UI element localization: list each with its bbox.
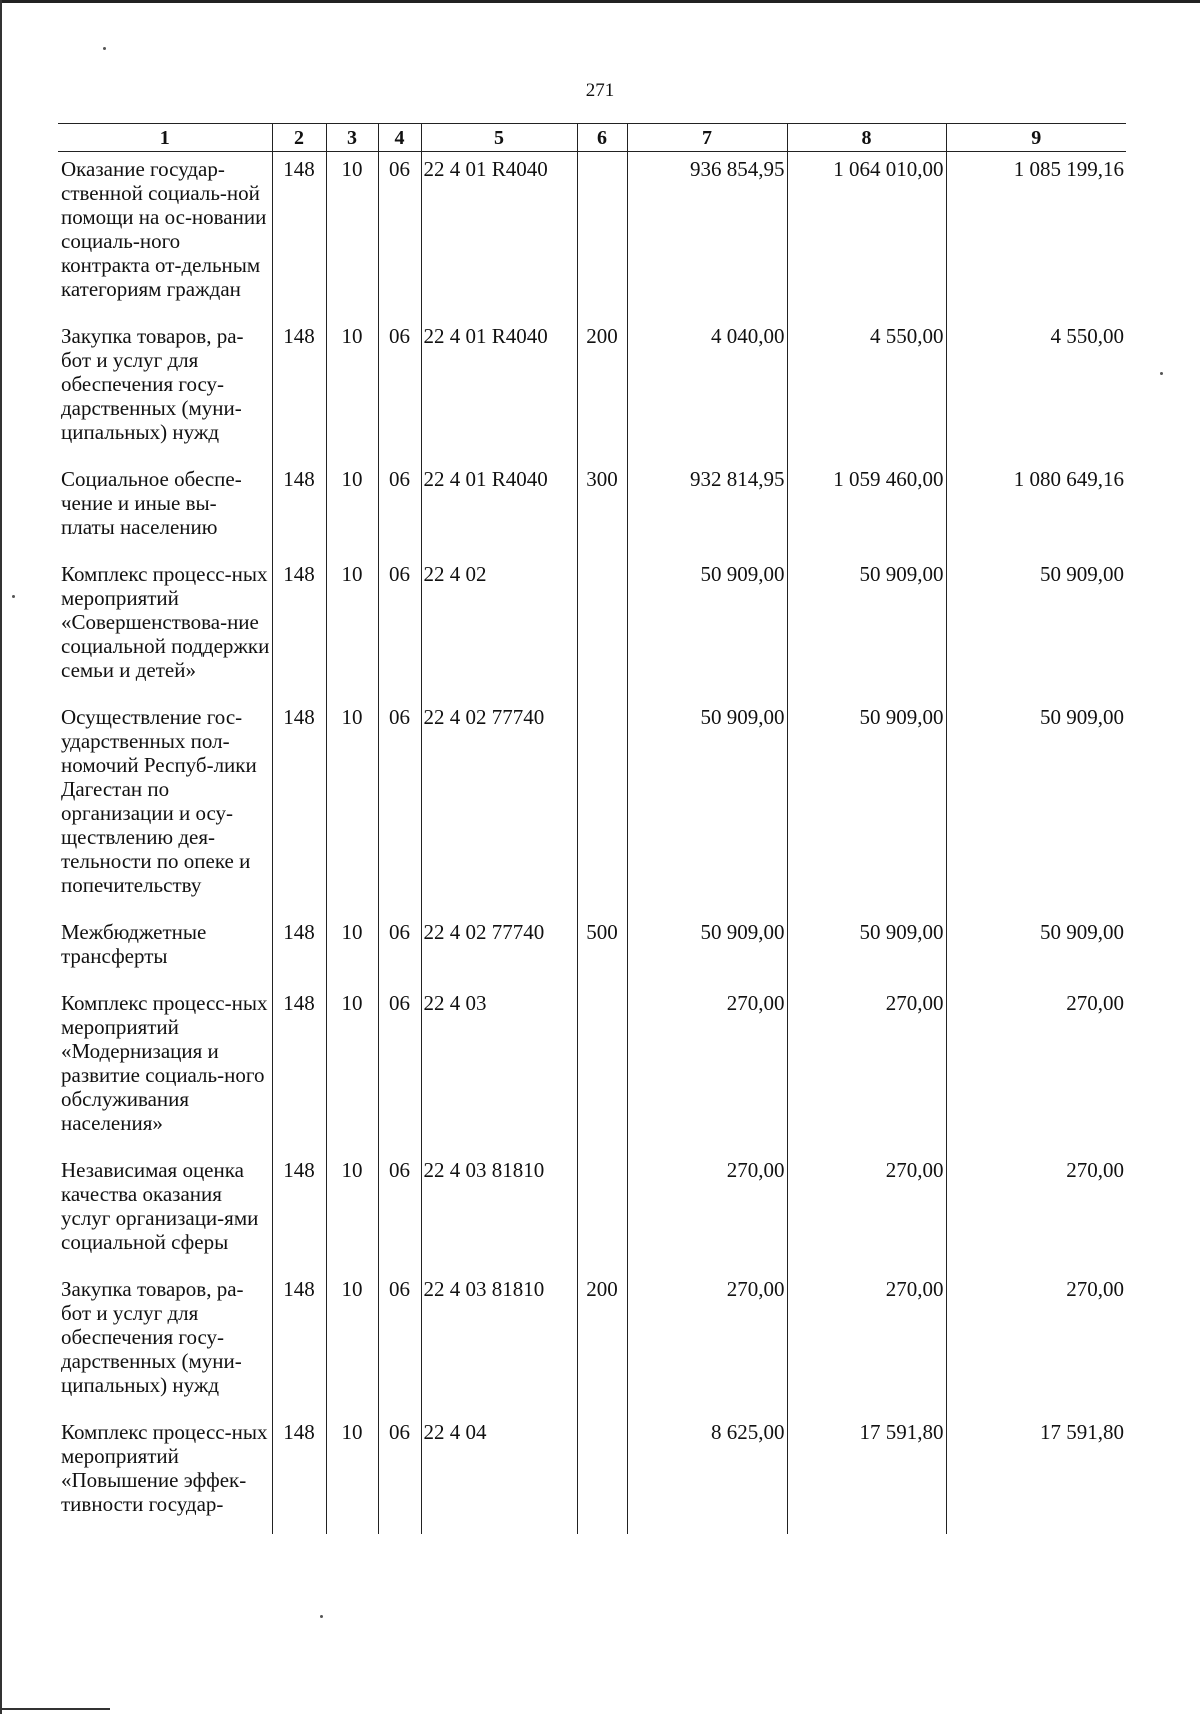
page-number: 271 — [585, 80, 615, 101]
section-cell: 10 — [326, 915, 378, 986]
amount-col9-cell: 4 550,00 — [946, 319, 1126, 462]
amount-col7-cell: 8 625,00 — [627, 1415, 787, 1534]
admin-code-cell: 148 — [272, 462, 326, 557]
section-cell: 10 — [326, 1272, 378, 1415]
admin-code-cell: 148 — [272, 1272, 326, 1415]
amount-col9-cell: 1 085 199,16 — [946, 152, 1126, 320]
amount-col9-cell: 50 909,00 — [946, 557, 1126, 700]
subsection-cell: 06 — [378, 462, 421, 557]
column-header: 7 — [627, 124, 787, 152]
row-name-cell: Межбюджетные трансферты — [61, 920, 207, 968]
amount-col8-cell: 50 909,00 — [787, 915, 946, 986]
admin-code-cell: 148 — [272, 152, 326, 320]
amount-col7-cell: 270,00 — [627, 1272, 787, 1415]
amount-col9-cell: 270,00 — [946, 1153, 1126, 1272]
amount-col9-cell: 50 909,00 — [946, 700, 1126, 915]
column-header: 2 — [272, 124, 326, 152]
amount-col9-cell: 1 080 649,16 — [946, 462, 1126, 557]
subsection-cell: 06 — [378, 1153, 421, 1272]
expense-type-cell: 200 — [577, 319, 627, 462]
target-article-cell: 22 4 04 — [421, 1415, 577, 1534]
expense-type-cell — [577, 557, 627, 700]
amount-col7-cell: 270,00 — [627, 1153, 787, 1272]
section-cell: 10 — [326, 152, 378, 320]
subsection-cell: 06 — [378, 915, 421, 986]
row-name-cell: Комплекс процесс-ных мероприятий «Модернизация и развитие социаль-ного обслуживания населения» — [61, 991, 268, 1135]
table-row — [58, 319, 1126, 462]
target-article-cell: 22 4 01 R4040 — [421, 462, 577, 557]
table-header-row — [58, 124, 1126, 152]
table-row — [58, 557, 1126, 700]
amount-col8-cell: 50 909,00 — [787, 700, 946, 915]
amount-col8-cell: 270,00 — [787, 986, 946, 1153]
amount-col7-cell: 50 909,00 — [627, 557, 787, 700]
scan-border-top — [0, 0, 1200, 3]
target-article-cell: 22 4 02 — [421, 557, 577, 700]
scan-border-left — [0, 0, 2, 1714]
row-name-cell: Независимая оценка качества оказания услуг организаци-ями социальной сферы — [61, 1158, 259, 1254]
section-cell: 10 — [326, 1415, 378, 1534]
amount-col8-cell: 1 059 460,00 — [787, 462, 946, 557]
target-article-cell: 22 4 02 77740 — [421, 700, 577, 915]
expense-type-cell: 200 — [577, 1272, 627, 1415]
amount-col9-cell: 270,00 — [946, 986, 1126, 1153]
row-name-cell: Комплекс процесс-ных мероприятий «Повышение эффек-тивности государ- — [61, 1420, 268, 1516]
scan-speck — [103, 47, 106, 50]
subsection-cell: 06 — [378, 557, 421, 700]
admin-code-cell: 148 — [272, 319, 326, 462]
table-row — [58, 915, 1126, 986]
column-header: 5 — [421, 124, 577, 152]
row-name-cell: Осуществление гос-ударственных пол-номочий Респуб-лики Дагестан по организации и осу-ществлению дея-тельности по опеке и попечительству — [61, 705, 257, 897]
row-name-cell: Комплекс процесс-ных мероприятий «Совершенствова-ние социальной поддержки семьи и детей» — [61, 562, 270, 682]
row-name-cell: Социальное обеспе-чение и иные вы-платы населению — [61, 467, 242, 539]
subsection-cell: 06 — [378, 319, 421, 462]
amount-col7-cell: 50 909,00 — [627, 915, 787, 986]
column-header: 6 — [577, 124, 627, 152]
target-article-cell: 22 4 01 R4040 — [421, 152, 577, 320]
admin-code-cell: 148 — [272, 1415, 326, 1534]
table-row — [58, 152, 1126, 320]
section-cell: 10 — [326, 986, 378, 1153]
scan-border-bottom — [0, 1708, 110, 1710]
amount-col8-cell: 17 591,80 — [787, 1415, 946, 1534]
table-row — [58, 1272, 1126, 1415]
section-cell: 10 — [326, 1153, 378, 1272]
subsection-cell: 06 — [378, 1415, 421, 1534]
row-name-cell: Закупка товаров, ра-бот и услуг для обеспечения госу-дарственных (муни-ципальных) нужд — [61, 324, 244, 444]
amount-col8-cell: 270,00 — [787, 1272, 946, 1415]
admin-code-cell: 148 — [272, 557, 326, 700]
amount-col7-cell: 270,00 — [627, 986, 787, 1153]
amount-col8-cell: 270,00 — [787, 1153, 946, 1272]
row-name-cell: Оказание государ-ственной социаль-ной помощи на ос-новании социаль-ного контракта от-дельным категориям граждан — [61, 157, 267, 301]
target-article-cell: 22 4 02 77740 — [421, 915, 577, 986]
amount-col8-cell: 4 550,00 — [787, 319, 946, 462]
column-header: 8 — [787, 124, 946, 152]
admin-code-cell: 148 — [272, 986, 326, 1153]
admin-code-cell: 148 — [272, 700, 326, 915]
target-article-cell: 22 4 01 R4040 — [421, 319, 577, 462]
table-row — [58, 986, 1126, 1153]
scan-speck — [12, 595, 15, 598]
amount-col7-cell: 4 040,00 — [627, 319, 787, 462]
target-article-cell: 22 4 03 — [421, 986, 577, 1153]
amount-col9-cell: 50 909,00 — [946, 915, 1126, 986]
expense-type-cell — [577, 152, 627, 320]
row-name-cell: Закупка товаров, ра-бот и услуг для обеспечения госу-дарственных (муни-ципальных) нужд — [61, 1277, 244, 1397]
expense-type-cell: 300 — [577, 462, 627, 557]
target-article-cell: 22 4 03 81810 — [421, 1272, 577, 1415]
amount-col9-cell: 17 591,80 — [946, 1415, 1126, 1534]
column-header: 1 — [58, 124, 272, 152]
amount-col8-cell: 1 064 010,00 — [787, 152, 946, 320]
column-header: 9 — [946, 124, 1126, 152]
table-row — [58, 1415, 1126, 1534]
admin-code-cell: 148 — [272, 915, 326, 986]
table-row — [58, 462, 1126, 557]
subsection-cell: 06 — [378, 1272, 421, 1415]
amount-col7-cell: 936 854,95 — [627, 152, 787, 320]
expense-type-cell — [577, 1153, 627, 1272]
section-cell: 10 — [326, 700, 378, 915]
section-cell: 10 — [326, 462, 378, 557]
target-article-cell: 22 4 03 81810 — [421, 1153, 577, 1272]
scan-speck — [320, 1615, 323, 1618]
subsection-cell: 06 — [378, 986, 421, 1153]
expense-type-cell — [577, 986, 627, 1153]
column-header: 4 — [378, 124, 421, 152]
scan-speck — [1160, 372, 1163, 375]
amount-col8-cell: 50 909,00 — [787, 557, 946, 700]
table-row — [58, 700, 1126, 915]
expense-type-cell — [577, 700, 627, 915]
subsection-cell: 06 — [378, 700, 421, 915]
section-cell: 10 — [326, 319, 378, 462]
budget-table — [58, 123, 1126, 1534]
amount-col7-cell: 932 814,95 — [627, 462, 787, 557]
amount-col9-cell: 270,00 — [946, 1272, 1126, 1415]
subsection-cell: 06 — [378, 152, 421, 320]
admin-code-cell: 148 — [272, 1153, 326, 1272]
expense-type-cell — [577, 1415, 627, 1534]
expense-type-cell: 500 — [577, 915, 627, 986]
column-header: 3 — [326, 124, 378, 152]
table-row — [58, 1153, 1126, 1272]
section-cell: 10 — [326, 557, 378, 700]
amount-col7-cell: 50 909,00 — [627, 700, 787, 915]
